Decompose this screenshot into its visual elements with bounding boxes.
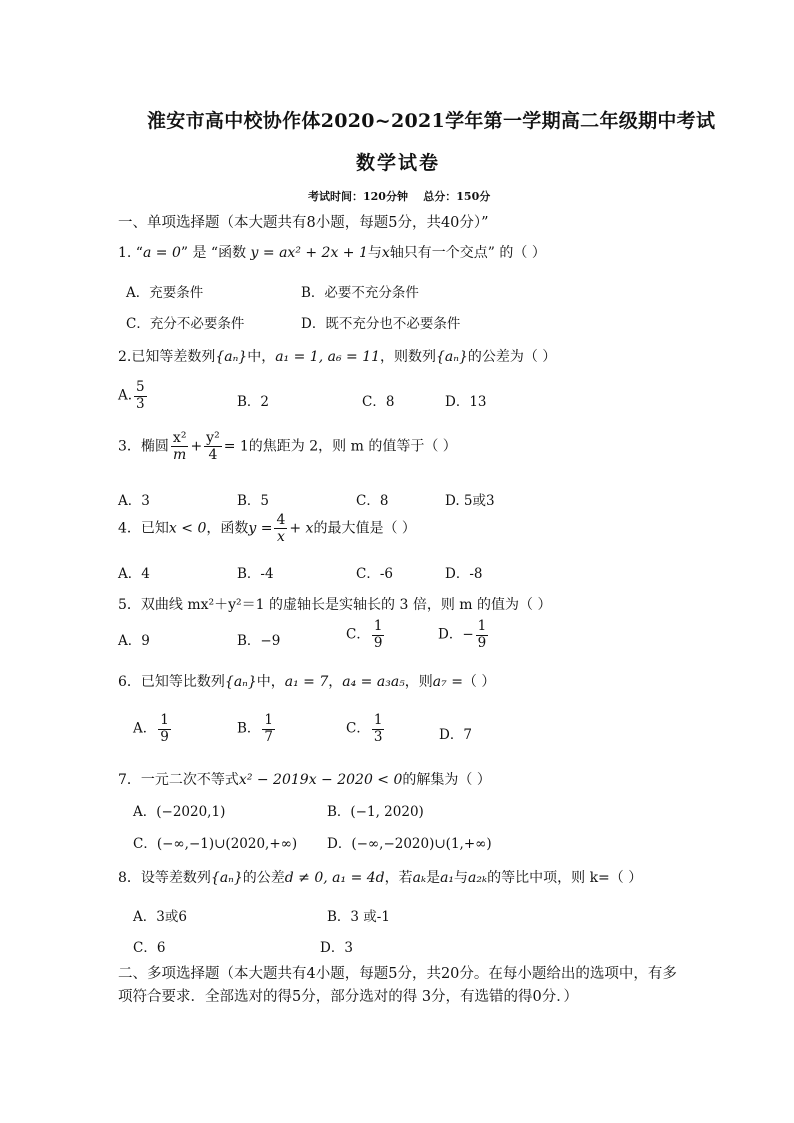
q6-option-b bbox=[237, 713, 277, 745]
q5-option-c-label: C． bbox=[346, 626, 370, 643]
q4-frac-den: x bbox=[276, 529, 285, 546]
q6-option-c bbox=[346, 713, 386, 745]
q4-text-c: ，函数 bbox=[206, 520, 249, 537]
q1-text-c: ” 是 “函数 bbox=[180, 245, 251, 261]
q4-option-b: B．-4 bbox=[237, 566, 274, 582]
q8-text-a: 8．设等差数列 bbox=[118, 870, 211, 886]
q6-text-e: ， bbox=[328, 674, 343, 690]
q8-option-a: A．3或6 bbox=[133, 909, 187, 925]
q8-text-e: ，若 bbox=[384, 870, 413, 886]
q6-option-b-fraction bbox=[262, 713, 275, 745]
q3-text-c: 的焦距为 2，则 m 的值等于（ ） bbox=[248, 438, 457, 455]
q1-text-g: 轴只有一个交点” 的（ ） bbox=[389, 245, 546, 261]
q6-text-i: （ ） bbox=[462, 674, 496, 690]
question-5: 5．双曲线 mx²＋y²＝1 的虚轴长是实轴长的 3 倍，则 m 的值为（ ） bbox=[118, 597, 552, 613]
q6-option-a-den: 9 bbox=[160, 728, 169, 745]
q5-option-c-den: 9 bbox=[373, 634, 383, 651]
q2-option-a bbox=[118, 380, 149, 412]
q6-option-b-den: 7 bbox=[264, 728, 274, 745]
q3-option-b: B．5 bbox=[237, 493, 270, 509]
q6-formula-1: a₁ = 7 bbox=[284, 674, 329, 690]
q5-option-d-num: 1 bbox=[477, 618, 487, 634]
q2-text-g: 的公差为（ ） bbox=[467, 349, 557, 365]
q6-option-a bbox=[133, 713, 173, 745]
q4-func-lhs: y = bbox=[248, 520, 273, 537]
q3-option-c: C．8 bbox=[356, 493, 389, 509]
q2-text-e: ，则数列 bbox=[380, 349, 437, 365]
q6-option-d: D．7 bbox=[439, 727, 472, 743]
q5-option-c-fraction bbox=[372, 619, 385, 651]
q2-seq-2: {aₙ} bbox=[436, 349, 468, 365]
q3-fraction-2 bbox=[204, 430, 222, 463]
q4-condition: x < 0 bbox=[168, 520, 207, 537]
exam-subtitle: 数学试卷 bbox=[356, 152, 441, 174]
q7-option-a: A．(−2020,1) bbox=[133, 804, 226, 820]
q2-formula: a₁ = 1, a₆ = 11 bbox=[275, 349, 381, 365]
q8-option-c: C．6 bbox=[133, 940, 166, 956]
q1-formula-a: a = 0 bbox=[142, 245, 181, 261]
q6-text-g: ，则 bbox=[404, 674, 433, 690]
q4-option-a: A．4 bbox=[118, 566, 150, 582]
section-heading: 一、单项选择题（本大题共有8小题，每题5分，共40分）” bbox=[118, 215, 489, 231]
q5-option-a: A．9 bbox=[118, 633, 150, 649]
q4-text-g: 的最大值是（ ） bbox=[313, 520, 416, 537]
q2-option-a-fraction bbox=[134, 380, 147, 412]
q5-option-d-den: 9 bbox=[477, 634, 487, 651]
q6-option-b-num: 1 bbox=[264, 712, 274, 728]
q2-option-a-den: 3 bbox=[136, 395, 145, 412]
q1-option-a: A．充要条件 bbox=[126, 285, 204, 301]
q8-text-i: 与 bbox=[454, 870, 469, 886]
section2-line2: 项符合要求．全部选对的得5分，部分选对的得 3分，有选错的得0分．） bbox=[118, 989, 579, 1005]
q4-option-c: C．-6 bbox=[356, 566, 393, 582]
q6-option-a-label: A． bbox=[133, 720, 157, 737]
q8-option-d: D．3 bbox=[320, 940, 353, 956]
question-1 bbox=[118, 242, 546, 262]
q2-seq-1: {aₙ} bbox=[215, 349, 248, 365]
q1-text-a: 1. “ bbox=[118, 245, 143, 261]
q1-option-b: B．必要不充分条件 bbox=[301, 285, 419, 301]
q5-option-d-label: D．− bbox=[438, 626, 474, 643]
q5-option-b: B．−9 bbox=[237, 633, 281, 649]
q2-text-a: 2.已知等差数列 bbox=[118, 349, 216, 365]
q5-option-c-num: 1 bbox=[373, 618, 383, 634]
q2-option-a-num: 5 bbox=[136, 379, 145, 395]
q6-text-c: 中， bbox=[256, 674, 285, 690]
q6-option-c-den: 3 bbox=[373, 728, 383, 745]
q2-option-b: B．2 bbox=[237, 394, 270, 410]
q4-option-d: D．-8 bbox=[445, 566, 483, 582]
q3-frac1-den: m bbox=[173, 447, 187, 464]
q5-option-c bbox=[346, 619, 386, 651]
exam-meta: 考试时间：120分钟 总分：150分 bbox=[308, 190, 491, 203]
q8-ak: aₖ bbox=[412, 870, 427, 886]
q2-option-c: C．8 bbox=[362, 394, 395, 410]
q1-text-e: 与 bbox=[367, 245, 382, 261]
section2-line1: 二、多项选择题（本大题共有4小题，每题5分，共20分。在每小题给出的选项中，有多 bbox=[118, 966, 677, 982]
q1-formula-func: y = ax² + 2x + 1 bbox=[250, 245, 368, 261]
q6-option-c-label: C． bbox=[346, 720, 370, 737]
q7-text-c: 的解集为（ ） bbox=[402, 772, 491, 788]
q1-option-c: C．充分不必要条件 bbox=[126, 316, 245, 332]
q6-formula-3: a₇ = bbox=[432, 674, 463, 690]
q6-seq: {aₙ} bbox=[224, 674, 257, 690]
q8-text-c: 的公差 bbox=[242, 870, 285, 886]
q6-option-c-fraction bbox=[372, 713, 385, 745]
q3-frac2-den: 4 bbox=[208, 447, 218, 464]
q4-fraction bbox=[274, 512, 287, 545]
q4-text-a: 4．已知 bbox=[118, 520, 169, 537]
q3-text-a: 3．椭圆 bbox=[118, 438, 169, 455]
q8-a2k: a₂ₖ bbox=[468, 870, 488, 886]
q6-option-a-fraction bbox=[158, 713, 171, 745]
q2-text-c: 中， bbox=[247, 349, 276, 365]
exam-title: 淮安市高中校协作体2020~2021学年第一学期高二年级期中考试 bbox=[147, 110, 716, 132]
question-4 bbox=[118, 512, 416, 545]
q3-option-d: D. 5或3 bbox=[445, 493, 495, 509]
question-8 bbox=[118, 867, 642, 887]
q8-text-g: 是 bbox=[426, 870, 441, 886]
question-3 bbox=[118, 430, 457, 463]
q4-func-rhs: + x bbox=[289, 520, 314, 537]
q7-option-b: B．(−1, 2020) bbox=[327, 804, 424, 820]
q6-option-a-num: 1 bbox=[160, 712, 169, 728]
question-6 bbox=[118, 671, 495, 691]
q3-frac2-num: y² bbox=[206, 430, 220, 446]
q6-option-c-num: 1 bbox=[373, 712, 383, 728]
q3-frac1-num: x² bbox=[172, 430, 187, 446]
q2-option-a-label: A. bbox=[118, 387, 133, 404]
q7-text-a: 7．一元二次不等式 bbox=[118, 772, 239, 788]
question-7 bbox=[118, 769, 491, 789]
q8-option-b: B．3 或-1 bbox=[327, 909, 390, 925]
q8-formula: d ≠ 0, a₁ = 4d bbox=[284, 870, 385, 886]
q8-seq: {aₙ} bbox=[210, 870, 243, 886]
q6-option-b-label: B． bbox=[237, 720, 261, 737]
q3-equals: = 1 bbox=[223, 438, 249, 455]
q1-formula-x: x bbox=[381, 245, 390, 261]
q4-frac-num: 4 bbox=[276, 512, 286, 528]
q6-formula-2: a₄ = a₃a₅ bbox=[342, 674, 405, 690]
q5-option-d-fraction bbox=[476, 619, 489, 651]
q1-option-d: D．既不充分也不必要条件 bbox=[301, 316, 461, 332]
q5-option-d bbox=[438, 619, 490, 651]
q7-inequality: x² − 2019x − 2020 < 0 bbox=[238, 772, 403, 788]
q8-a1: a₁ bbox=[440, 870, 455, 886]
q2-option-d: D．13 bbox=[445, 394, 487, 410]
q3-plus: + bbox=[190, 438, 203, 455]
q8-text-k: 的等比中项，则 k=（ ） bbox=[487, 870, 643, 886]
q6-text-a: 6．已知等比数列 bbox=[118, 674, 225, 690]
question-2 bbox=[118, 346, 556, 366]
q3-fraction-1 bbox=[171, 430, 189, 463]
q3-option-a: A．3 bbox=[118, 493, 150, 509]
q7-option-d: D．(−∞,−2020)∪(1,+∞) bbox=[327, 836, 492, 852]
q7-option-c: C．(−∞,−1)∪(2020,+∞) bbox=[133, 836, 298, 852]
